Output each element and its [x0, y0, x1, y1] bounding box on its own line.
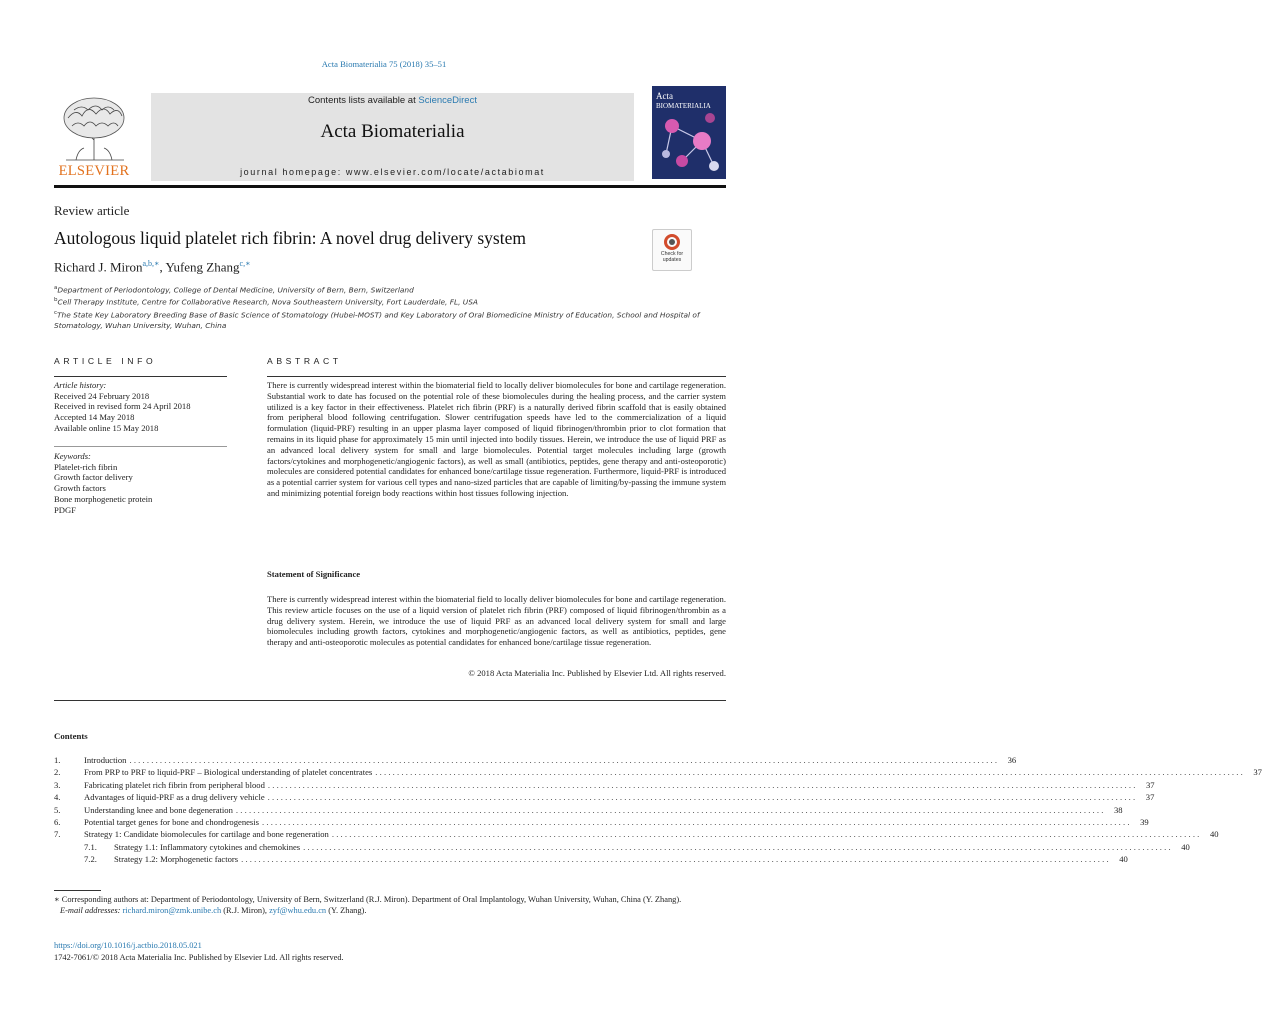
toc-leader-dots: ........................................................................................................................................................................................................	[331, 829, 1202, 840]
toc-leader-dots: ........................................................................................................................................................................................................	[235, 804, 1106, 815]
check-for-updates-button[interactable]	[652, 229, 692, 271]
affiliation-item	[54, 283, 726, 295]
affiliation-item	[54, 308, 726, 331]
check-updates-label: Check for updates	[660, 251, 684, 263]
keywords-label: Keywords:	[54, 451, 91, 461]
author-list	[54, 259, 251, 275]
history-label: Article history:	[54, 380, 107, 390]
toc-leader-dots: ........................................................................................................................................................................................................	[262, 816, 1132, 827]
author-separator: ,	[159, 259, 166, 275]
toc-entry[interactable]	[54, 841, 1190, 854]
toc-entry[interactable]	[54, 804, 1123, 817]
issn-copyright: 1742-7061/© 2018 Acta Materialia Inc. Published by Elsevier Ltd. All rights reserved.	[54, 953, 344, 962]
keyword-item[interactable]: Platelet-rich fibrin	[54, 461, 118, 472]
article-info-rule	[54, 376, 227, 377]
toc-entry-page[interactable]: 37	[1145, 779, 1155, 790]
toc-entry-number: 7.	[54, 829, 61, 840]
doi-link[interactable]: https://doi.org/10.1016/j.actbio.2018.05.021	[54, 941, 202, 950]
author-name[interactable]: Richard J. Miron	[54, 259, 143, 275]
affiliation-item	[54, 295, 726, 307]
history-divider	[54, 446, 227, 447]
journal-homepage-link[interactable]: journal homepage: www.elsevier.com/locate/actabiomat	[240, 167, 545, 177]
history-item: Available online 15 May 2018	[54, 422, 159, 433]
footnotes	[54, 895, 726, 917]
footnote-rule	[54, 890, 101, 891]
toc-entry-title[interactable]: Fabricating platelet rich fibrin from peripheral blood	[84, 779, 265, 790]
history-item: Accepted 14 May 2018	[54, 412, 135, 423]
toc-entry-title[interactable]: From PRP to PRF to liquid-PRF – Biological understanding of platelet concentrates	[84, 767, 373, 778]
toc-leader-dots: ........................................................................................................................................................................................................	[303, 841, 1173, 852]
cover-title-line2: BIOMATERIALIA	[656, 102, 711, 110]
email-label: E-mail addresses:	[60, 905, 121, 915]
contents-available-line	[151, 95, 634, 106]
abstract-copyright: © 2018 Acta Materialia Inc. Published by Elsevier Ltd. All rights reserved.	[468, 668, 726, 678]
toc-entry-number: 4.	[54, 792, 61, 803]
toc-entry-page[interactable]: 37	[1253, 767, 1262, 778]
toc-entry-number: 6.	[54, 816, 61, 827]
author-affiliation-marks[interactable]: a,b,∗	[142, 259, 160, 268]
toc-entry-title[interactable]: Strategy 1.2: Morphogenetic factors	[114, 854, 239, 865]
header-rule	[54, 185, 726, 188]
journal-cover-image[interactable]	[652, 86, 726, 179]
article-title: Autologous liquid platelet rich fibrin: A novel drug delivery system	[54, 228, 526, 248]
keyword-item[interactable]: Growth factors	[54, 483, 106, 494]
toc-entry[interactable]	[54, 854, 1128, 866]
affiliation-text: Department of Periodontology, College of Dental Medicine, University of Bern, Bern, Switzerland	[57, 285, 414, 295]
toc-leader-dots: ........................................................................................................................................................................................................	[129, 755, 1000, 765]
email-line	[54, 906, 726, 917]
toc-entry-number: 7.2.	[84, 854, 97, 865]
toc-entry-page[interactable]: 40	[1181, 841, 1190, 852]
affiliation-mark: b	[54, 297, 58, 304]
journal-title: Acta Biomaterialia	[320, 121, 465, 142]
affiliation-mark: c	[54, 309, 58, 316]
abstract-rule	[267, 376, 726, 377]
toc-leader-dots: ........................................................................................................................................................................................................	[267, 792, 1138, 803]
toc-entry[interactable]	[54, 816, 1149, 829]
toc-entry[interactable]	[54, 755, 1017, 767]
affiliation-mark: a	[54, 285, 58, 291]
journal-banner	[151, 93, 634, 181]
toc-entry[interactable]	[54, 767, 1262, 779]
toc-entry-number: 3.	[54, 779, 61, 790]
check-updates-icon	[664, 234, 680, 250]
toc-entry-title[interactable]: Potential target genes for bone and chondrogenesis	[84, 816, 260, 827]
toc-entry-page[interactable]: 40	[1209, 829, 1219, 840]
cover-title-line1: Acta	[656, 91, 673, 101]
email-link-miron[interactable]: richard.miron@zmk.unibe.ch	[122, 905, 222, 915]
toc-entry[interactable]	[54, 829, 1219, 841]
toc-entry-number: 1.	[54, 755, 61, 765]
keyword-item[interactable]: PDGF	[54, 504, 76, 515]
toc-entry-number: 7.1.	[84, 841, 97, 852]
toc-entry-title[interactable]: Advantages of liquid-PRF as a drug delivery vehicle	[84, 792, 265, 803]
keyword-item[interactable]: Growth factor delivery	[54, 472, 133, 483]
affiliation-text: Cell Therapy Institute, Centre for Collaborative Research, Nova Southeastern University, Fort Lauderdale, FL, USA	[57, 297, 478, 307]
article-info-heading: ARTICLE INFO	[54, 356, 157, 366]
abstract-body	[267, 380, 726, 499]
corresponding-author-note: ∗ Corresponding authors at: Department of Periodontology, University of Bern, Switzerland (R.J. Miron). Department of Oral Implantology, Wuhan University, Wuhan, China (Y. Zhang).	[54, 895, 682, 904]
toc-entry-number: 5.	[54, 804, 61, 815]
cover-molecule-art	[652, 86, 726, 179]
affiliation-text: The State Key Laboratory Breeding Base of Basic Science of Stomatology (Hubei-MOST) and Key Laboratory of Oral Biomedicine Ministry of Education, School and Hospital of Stomatology, Wuhan University, Wuhan, China	[54, 310, 700, 331]
toc-entry-title[interactable]: Strategy 1.1: Inflammatory cytokines and chemokines	[114, 841, 301, 852]
significance-body: There is currently widespread interest within the biomaterial field to locally deliver biomolecules for bone and cartilage regeneration. This review article focuses on the use of a liquid version of platelet rich fibrin (PRF) composed of liquid fibrinogen/thrombin as a drug delivery system. Herein, we introduce the use of liquid PRF as an advanced local delivery system for small and large biomolecules including growth factors, cytokines and morphogenetic/angiogenic factors, as well as antibiotics, peptides, gene therapy and anti-osteoporotic molecules as potential candidates for enhanced bone/cartilage tissue regeneration.	[267, 594, 726, 648]
toc-entry-number: 2.	[54, 767, 61, 778]
journal-citation-link[interactable]: Acta Biomaterialia 75 (2018) 35–51	[321, 59, 447, 69]
toc-leader-dots: ........................................................................................................................................................................................................	[241, 854, 1111, 865]
toc-entry-page[interactable]: 38	[1114, 804, 1123, 815]
contents-available-prefix: Contents lists available at	[308, 95, 419, 106]
toc-entry[interactable]	[54, 779, 1155, 792]
toc-entry[interactable]	[54, 792, 1155, 804]
keywords	[54, 451, 227, 515]
history-item: Received in revised form 24 April 2018	[54, 401, 191, 412]
elsevier-logo[interactable]	[54, 92, 134, 180]
abstract-bottom-rule	[54, 700, 726, 701]
author-name[interactable]: Yufeng Zhang	[165, 259, 240, 275]
toc-leader-dots: ........................................................................................................................................................................................................	[375, 767, 1245, 778]
toc-entry-page[interactable]: 39	[1140, 816, 1149, 827]
sciencedirect-link[interactable]: ScienceDirect	[418, 95, 477, 106]
affiliations	[54, 283, 726, 331]
table-of-contents	[54, 755, 1262, 867]
email-link-zhang[interactable]: zyf@whu.edu.cn	[269, 905, 327, 915]
email-owner: (R.J. Miron),	[221, 905, 270, 915]
article-history	[54, 380, 227, 434]
history-item: Received 24 February 2018	[54, 390, 150, 401]
elsevier-tree-icon	[54, 92, 134, 162]
toc-entry-title[interactable]: Introduction	[84, 755, 127, 765]
toc-entry-title[interactable]: Strategy 1: Candidate biomolecules for cartilage and bone regeneration	[84, 829, 329, 840]
abstract-text: There is currently widespread interest within the biomaterial field to locally deliver biomolecules for bone and cartilage regeneration. Substantial work to date has focused on the potential role of these biomolecules during the healing process, and the carrier system utilized is a key factor in their effectiveness. Platelet rich fibrin (PRF) is a naturally derived fibrin scaffold that is easily obtained from peripheral blood following centrifugation. Slower centrifugation speeds have led to the commercialization of a liquid formulation (liquid-PRF) resulting in an upper plasma layer composed of liquid fibrinogen/thrombin prior to clot formation that remains in its liquid phase for approximately 15 min until injected into bodily tissues. Herein, we introduce the use of liquid PRF as an advanced local delivery system for small and large biomolecules. Potential target molecules including large (growth factors/cytokines and morphogenetic/angiogenic factors), as well as small (antibiotics, peptides, gene therapy and anti-osteoporotic) molecules are considered potential candidates for enhanced bone/cartilage tissue regeneration. Furthermore, liquid-PRF is introduced as a potential carrier system for various cell types and nano-sized particles that are capable of limiting/by-passing the immune system and minimizing potential foreign body reactions within host tissues following injection.	[267, 380, 726, 498]
toc-entry-title[interactable]: Understanding knee and bone degeneration	[84, 804, 233, 815]
contents-heading: Contents	[54, 731, 88, 741]
keyword-item[interactable]: Bone morphogenetic protein	[54, 493, 153, 504]
article-type: Review article	[54, 203, 130, 218]
toc-entry-page[interactable]: 37	[1145, 792, 1155, 803]
toc-leader-dots: ........................................................................................................................................................................................................	[267, 779, 1138, 790]
significance-heading: Statement of Significance	[267, 569, 361, 579]
author-affiliation-marks[interactable]: c,∗	[239, 259, 251, 268]
toc-entry-page[interactable]: 40	[1119, 854, 1128, 865]
abstract-heading: ABSTRACT	[267, 356, 342, 366]
email-owner: (Y. Zhang).	[326, 905, 367, 915]
elsevier-wordmark: ELSEVIER	[58, 163, 130, 179]
toc-entry-page[interactable]: 36	[1007, 755, 1017, 765]
